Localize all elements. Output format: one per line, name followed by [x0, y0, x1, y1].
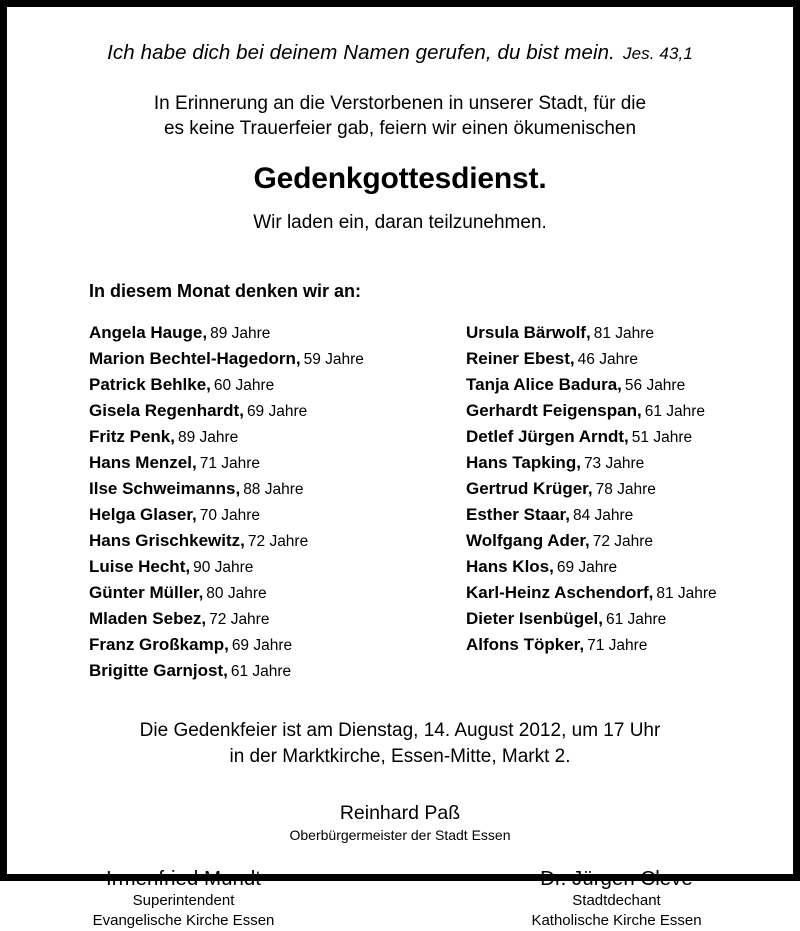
name-entry [89, 424, 459, 450]
deceased-age: 61 Jahre [644, 403, 706, 420]
deceased-name: Karl-Heinz Aschendorf, [466, 583, 654, 602]
signatory-organization: Katholische Kirche Essen [531, 912, 702, 929]
deceased-name: Fritz Penk, [89, 427, 175, 446]
name-entry [466, 632, 717, 658]
name-entry [89, 580, 459, 606]
deceased-age: 69 Jahre [556, 559, 618, 576]
deceased-name: Reiner Ebest, [466, 349, 575, 368]
name-entry [466, 320, 717, 346]
deceased-name: Ursula Bärwolf, [466, 323, 591, 342]
signatories-block [21, 866, 779, 931]
deceased-age: 89 Jahre [177, 429, 239, 446]
deceased-age: 59 Jahre [303, 351, 364, 368]
name-entry [466, 372, 717, 398]
deceased-name: Alfons Töpker, [466, 635, 585, 654]
deceased-age: 69 Jahre [246, 403, 308, 420]
notice-content [7, 41, 793, 929]
signatory-name: Dr. Jürgen Cleve [540, 867, 693, 890]
deceased-name: Detlef Jürgen Arndt, [466, 427, 629, 446]
signatory-right [424, 866, 779, 931]
introduction-line-1: In Erinnerung an die Verstorbenen in unserer Stadt, für die [153, 93, 647, 114]
deceased-name: Günter Müller, [89, 583, 204, 602]
deceased-age: 51 Jahre [631, 429, 693, 446]
service-title: Gedenkgottesdienst. [253, 162, 547, 195]
scripture-reference: Jes. 43,1 [622, 44, 693, 63]
event-line-1: Die Gedenkfeier ist am Dienstag, 14. August 2012, um 17 Uhr [139, 720, 661, 741]
name-entry [466, 450, 717, 476]
name-entry [89, 606, 459, 632]
deceased-name: Gerhardt Feigenspan, [466, 401, 642, 420]
deceased-age: 81 Jahre [593, 325, 655, 342]
deceased-name: Franz Großkamp, [89, 635, 229, 654]
scripture-text: Ich habe dich bei deinem Namen gerufen, du bist mein. [107, 41, 615, 64]
deceased-name: Dieter Isenbügel, [466, 609, 603, 628]
deceased-age: 80 Jahre [206, 585, 267, 602]
deceased-name: Tanja Alice Badura, [466, 375, 622, 394]
invitation-text: Wir laden ein, daran teilzunehmen. [253, 212, 547, 233]
signatory-organization: Evangelische Kirche Essen [92, 912, 275, 929]
signatory-left [21, 866, 424, 931]
deceased-age: 69 Jahre [231, 637, 293, 654]
name-entry [466, 554, 717, 580]
deceased-age: 61 Jahre [230, 663, 292, 680]
name-entry [466, 476, 717, 502]
name-entry [466, 346, 717, 372]
deceased-name: Gertrud Krüger, [466, 479, 593, 498]
names-column-right [466, 320, 717, 684]
mayor-signature [21, 801, 779, 845]
deceased-name: Gisela Regenhardt, [89, 401, 244, 420]
deceased-name: Hans Grischkewitz, [89, 531, 245, 550]
name-entry [89, 476, 459, 502]
deceased-age: 81 Jahre [656, 585, 717, 602]
event-details [21, 718, 779, 770]
deceased-name: Angela Hauge, [89, 323, 208, 342]
name-entry [89, 398, 459, 424]
deceased-name: Ilse Schweimanns, [89, 479, 241, 498]
deceased-name: Luise Hecht, [89, 557, 191, 576]
deceased-age: 61 Jahre [605, 611, 667, 628]
name-entry [466, 502, 717, 528]
deceased-name: Hans Klos, [466, 557, 554, 576]
introduction-text [21, 91, 779, 141]
deceased-name: Helga Glaser, [89, 505, 197, 524]
name-entry [89, 372, 459, 398]
deceased-age: 71 Jahre [587, 637, 648, 654]
name-entry [89, 450, 459, 476]
signatory-name: Irmenfried Mundt [106, 867, 261, 890]
names-column-left [89, 320, 459, 684]
name-entry [466, 606, 717, 632]
signatory-role: Superintendent [132, 892, 235, 909]
name-entry [89, 346, 459, 372]
name-entry [89, 320, 459, 346]
name-entry [89, 502, 459, 528]
deceased-age: 90 Jahre [193, 559, 254, 576]
name-entry [89, 658, 459, 684]
introduction-line-2: es keine Trauerfeier gab, feiern wir einen ökumenischen [163, 118, 637, 139]
deceased-name: Patrick Behlke, [89, 375, 211, 394]
deceased-age: 72 Jahre [247, 533, 309, 550]
deceased-age: 70 Jahre [199, 507, 261, 524]
deceased-age: 88 Jahre [243, 481, 304, 498]
deceased-age: 89 Jahre [210, 325, 271, 342]
deceased-name: Esther Staar, [466, 505, 570, 524]
deceased-name: Hans Menzel, [89, 453, 197, 472]
deceased-age: 78 Jahre [595, 481, 656, 498]
deceased-age: 73 Jahre [583, 455, 645, 472]
names-columns [21, 320, 779, 684]
mayor-name: Reinhard Paß [339, 802, 461, 824]
deceased-age: 71 Jahre [199, 455, 261, 472]
signatory-role: Stadtdechant [572, 892, 661, 909]
scripture-quote [21, 41, 779, 65]
names-heading: In diesem Monat denken wir an: [89, 281, 362, 301]
name-entry [466, 580, 717, 606]
deceased-age: 60 Jahre [213, 377, 275, 394]
deceased-age: 72 Jahre [592, 533, 654, 550]
name-entry [89, 528, 459, 554]
deceased-name: Brigitte Garnjost, [89, 661, 228, 680]
deceased-name: Mladen Sebez, [89, 609, 207, 628]
deceased-name: Hans Tapking, [466, 453, 581, 472]
deceased-age: 56 Jahre [624, 377, 686, 394]
name-entry [466, 528, 717, 554]
deceased-name: Wolfgang Ader, [466, 531, 590, 550]
deceased-age: 72 Jahre [209, 611, 270, 628]
deceased-age: 46 Jahre [577, 351, 638, 368]
mayor-role: Oberbürgermeister der Stadt Essen [289, 827, 511, 843]
name-entry [89, 632, 459, 658]
deceased-age: 84 Jahre [572, 507, 634, 524]
event-line-2: in der Marktkirche, Essen-Mitte, Markt 2. [229, 746, 571, 767]
name-entry [466, 424, 717, 450]
name-entry [89, 554, 459, 580]
name-entry [466, 398, 717, 424]
deceased-name: Marion Bechtel-Hagedorn, [89, 349, 301, 368]
